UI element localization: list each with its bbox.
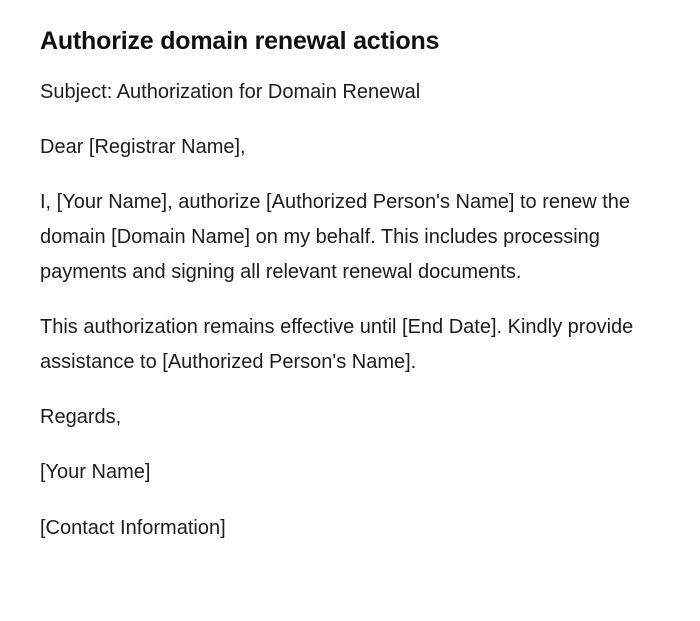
- salutation: Dear [Registrar Name],: [40, 136, 246, 158]
- body-paragraph-authorization: I, [Your Name], authorize [Authorized Person's Name] to renew the domain [Domain Name] on my behalf. This includes processing payments and signing all relevant renewal documents.: [40, 191, 631, 283]
- subject-line: Subject: Authorization for Domain Renewal: [40, 81, 421, 103]
- contact-information: [Contact Information]: [40, 517, 226, 539]
- document-title: Authorize domain renewal actions: [40, 27, 440, 55]
- signer-name: [Your Name]: [40, 461, 151, 483]
- body-paragraph-validity: This authorization remains effective until [End Date]. Kindly provide assistance to [Authorized Person's Name].: [40, 316, 634, 373]
- closing: Regards,: [40, 406, 122, 428]
